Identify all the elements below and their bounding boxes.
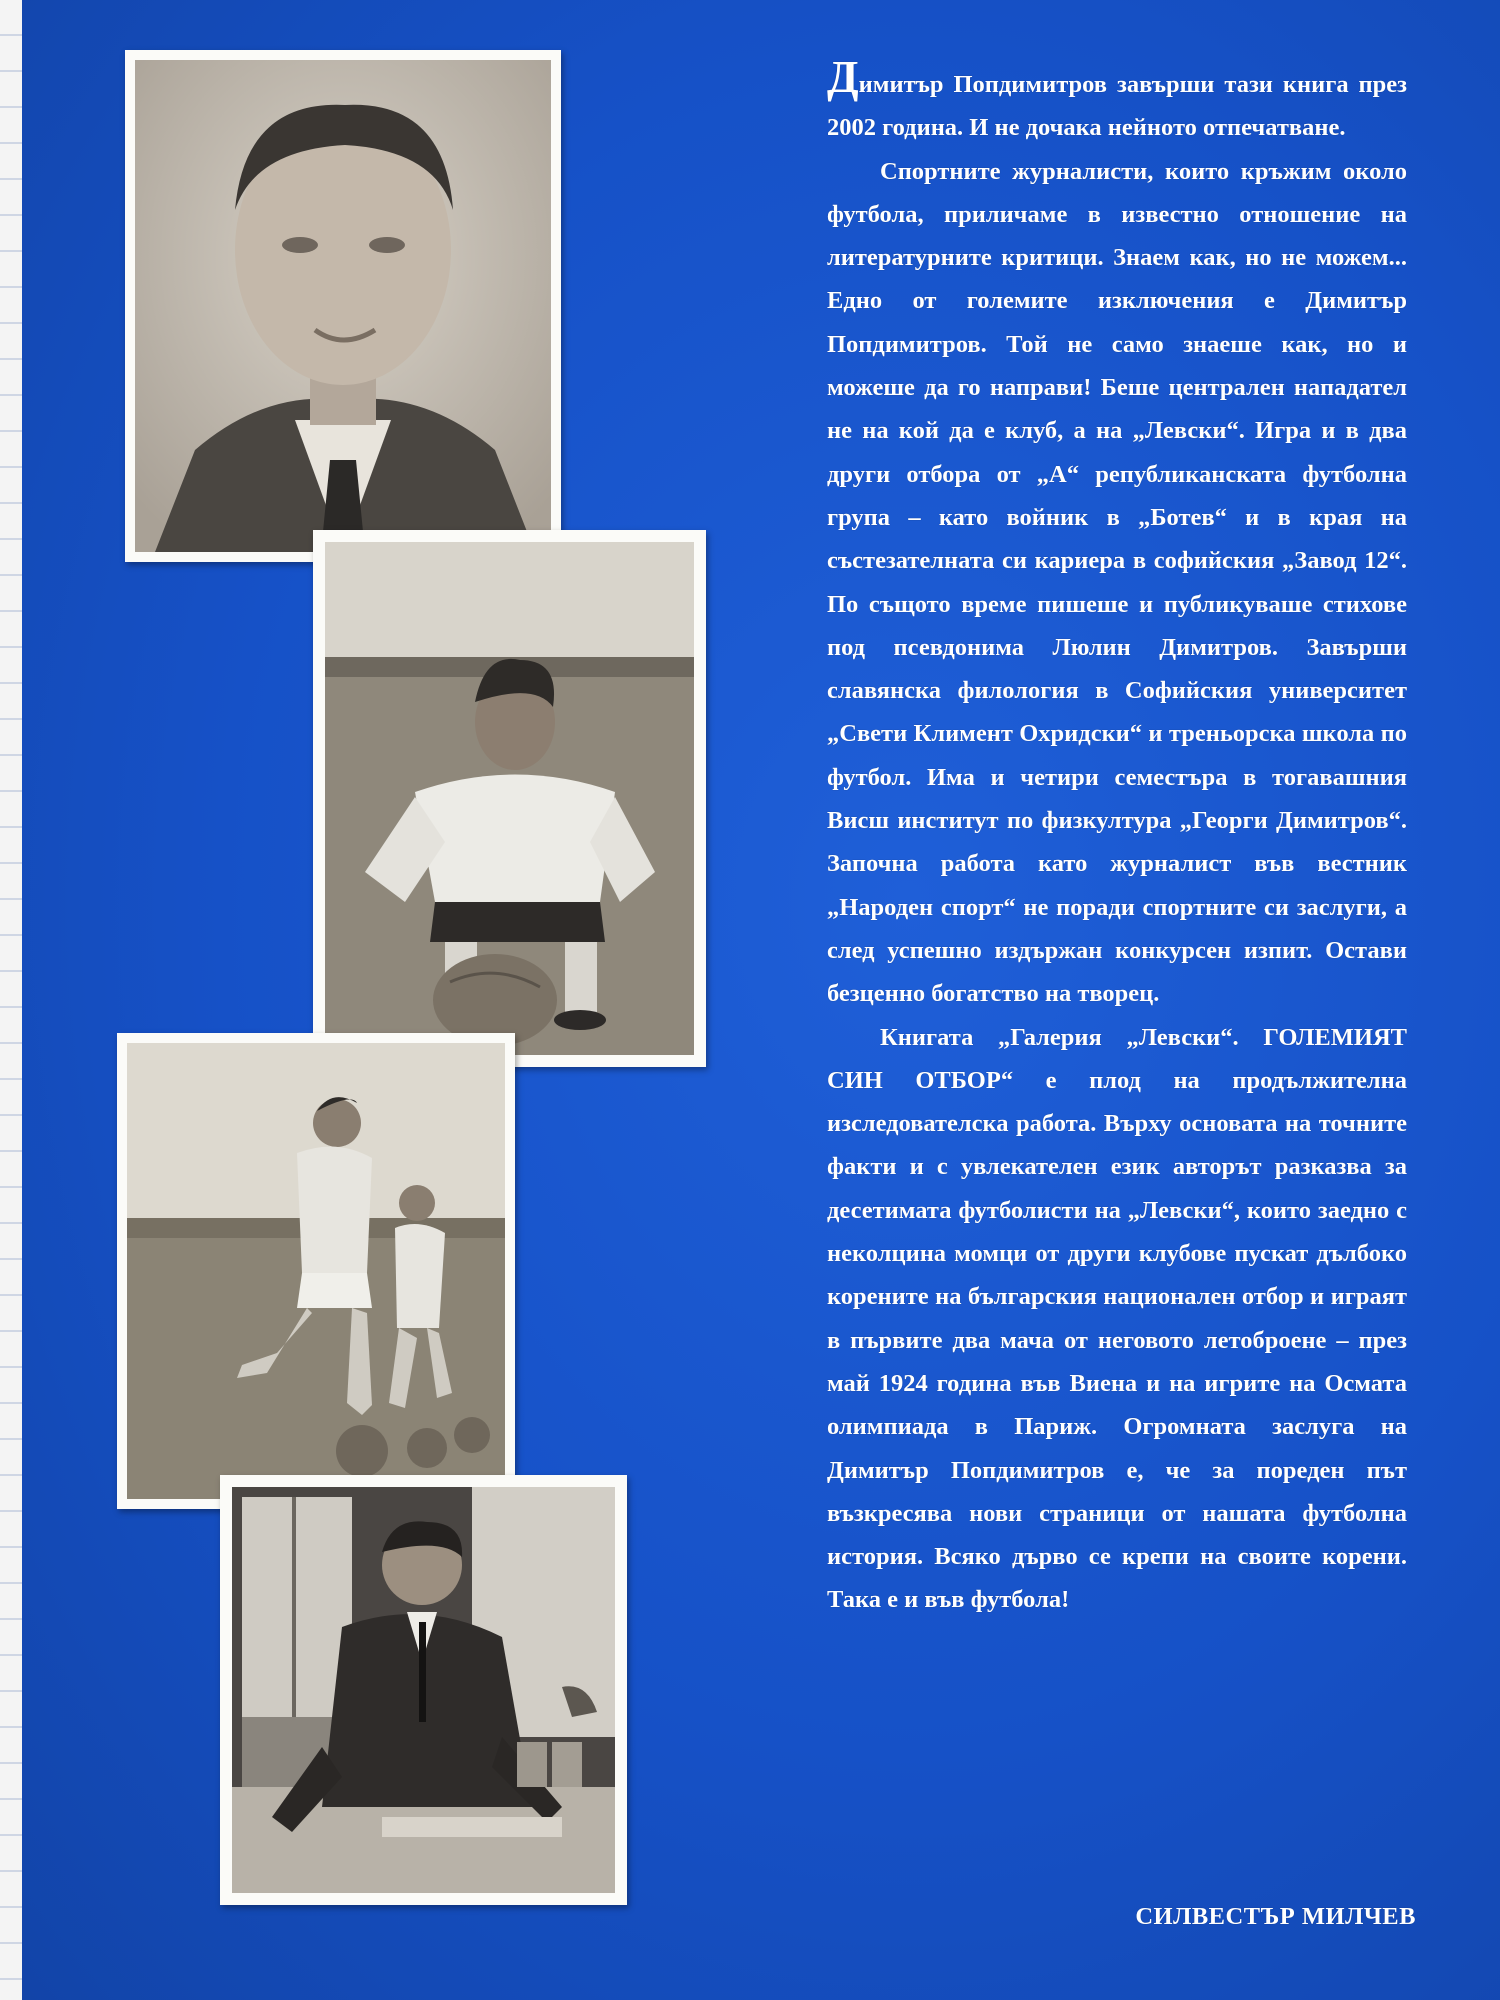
- man-at-desk-image: [232, 1487, 615, 1893]
- paragraph-book-description: Книгата „Галерия „Левски“. ГОЛЕМИЯТ СИН ОТБОР“ е плод на продължителна изследователска работа. Върху основата на точните факти и с увлекателен език авторът разказва за десетимата футболисти на „Левски“, които заедно с неколцина момци от други клубове пускат дълбоко корените на българския национален отбор и играят в първите два мача от неговото летоброене – през май 1924 година във Виена и на игрите на Осмата олимпиада в Париж. Огромната заслуга на Димитър Попдимитров е, че за пореден път възкресява нови страници от нашата футболна история. Всяко дърво се крепи на своите корени. Така е и във футбола!: [827, 1023, 1407, 1614]
- article-text: [827, 51, 1407, 1622]
- author-signature: СИЛВЕСТЪР МИЛЧЕВ: [1135, 1903, 1416, 1930]
- paragraph-biography: Спортните журналисти, които кръжим около футбола, приличаме в известно отношение на литературните критици. Знаем как, но не можем... Едно от големите изключения е Димитър Попдимитров. Той не само знаеше как, но и можеше да го направи! Беше централен нападател не на кой да е клуб, а на „Левски“. Игра и в два други отбора от „А“ републиканската футболна група – като войник в „Ботев“ и в края на състезателната си кариера в софийския „Завод 12“. По същото време пишеше и публикуваше стихове под псевдонима Люлин Димитров. Завърши славянска филология в Софийския университет „Свети Климент Охридски“ и треньорска школа по футбол. Има и четири семестъра в тогавашния Висш институт по физкултура „Георги Димитров“. Започна работа като журналист във вестник „Народен спорт“ не поради спортните си заслуги, а след успешно издържан конкурсен изпит. Остави безценно богатство на творец.: [827, 157, 1407, 1008]
- player-squatting-photo: [313, 530, 706, 1067]
- portrait-image: [135, 60, 551, 552]
- paragraph-intro: [827, 51, 1407, 150]
- drop-cap: Д: [827, 51, 859, 102]
- man-at-desk-photo: [220, 1475, 627, 1905]
- binder-edge: [0, 0, 22, 2000]
- players-training-photo: [117, 1033, 515, 1509]
- portrait-photo: [125, 50, 561, 562]
- player-squatting-image: [325, 542, 694, 1055]
- paragraph-intro-text: имитър Попдимитров завърши тази книга през 2002 година. И не дочака нейното отпечатване.: [827, 71, 1407, 142]
- players-training-image: [127, 1043, 505, 1499]
